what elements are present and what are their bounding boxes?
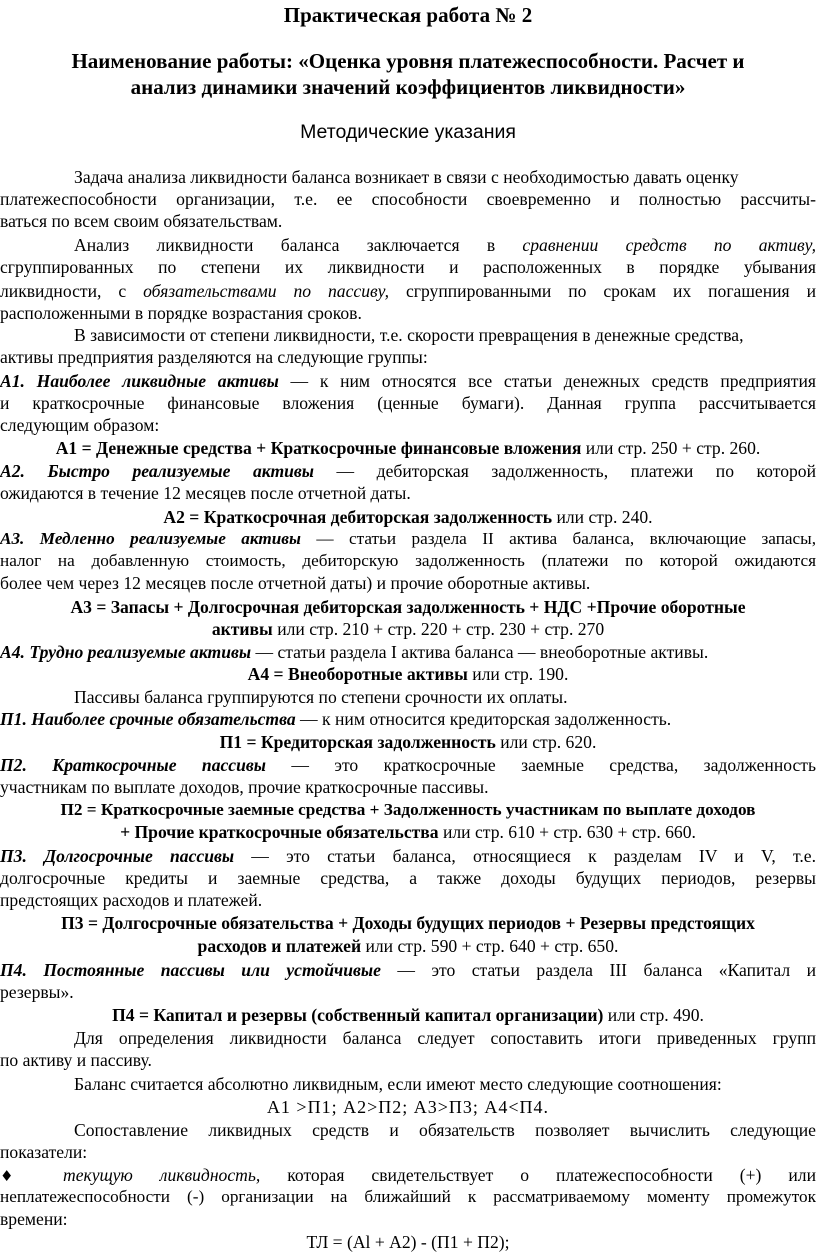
text-line: времени: <box>0 1209 68 1229</box>
text-line: неплатежеспособности (-) организации на ближайший к рассматриваемому моменту промежуток <box>0 1187 816 1206</box>
text-line: платежеспособности организации, т.е. ее способности своевременно и полностью рассчиты- <box>0 189 816 209</box>
formula-p4: П4 = Капитал и резервы (собственный капитал организации) или стр. 490. <box>112 1005 704 1025</box>
formula-a2: А2 = Краткосрочная дебиторская задолженность или стр. 240. <box>163 507 653 527</box>
section-title: Методические указания <box>300 121 516 143</box>
text-line: следующим образом: <box>0 415 160 435</box>
text-line: Анализ ликвидности баланса заключается в сравнении средств по активу, <box>74 235 816 255</box>
text-line: долгосрочные кредиты и заемные средства, а также доходы будущих периодов, резервы <box>0 868 816 888</box>
text-line: Для определения ликвидности баланса следует сопоставить итоги приведенных групп <box>74 1028 816 1048</box>
text-line: по активу и пассиву. <box>0 1050 152 1070</box>
text-line: Задача анализа ликвидности баланса возникает в связи с необходимостью давать оценку <box>74 167 739 187</box>
text-line: участникам по выплате доходов, прочие краткосрочные пассивы. <box>0 777 489 797</box>
formula-p2-line-1: П2 = Краткосрочные заемные средства + Задолженность участникам по выплате доходов <box>60 800 756 819</box>
text-line: А3. Медленно реализуемые активы — статьи раздела II актива баланса, включающие запасы, <box>0 529 816 548</box>
text-line: А1. Наиболее ликвидные активы — к ним относятся все статьи денежных средств предприятия <box>0 371 816 391</box>
formula-a3-line-1: А3 = Запасы + Долгосрочная дебиторская задолженность + НДС +Прочие оборотные <box>70 597 746 617</box>
formula-p3-line-2: расходов и платежей или стр. 590 + стр. 640 + стр. 650. <box>197 936 619 956</box>
formula-a4: А4 = Внеоборотные активы или стр. 190. <box>247 664 569 684</box>
text-line: более чем через 12 месяцев после отчетной даты) и прочие оборотные активы. <box>0 573 591 593</box>
work-title-line-2: анализ динамики значений коэффициентов ликвидности» <box>130 75 686 99</box>
work-title-line-1: Наименование работы: «Оценка уровня платежеспособности. Расчет и <box>71 49 745 73</box>
text-line: П3. Долгосрочные пассивы — это статьи баланса, относящиеся к разделам IV и V, т.е. <box>0 846 816 866</box>
text-line: А4. Трудно реализуемые активы — статьи раздела I актива баланса — внеоборотные активы. <box>0 642 709 662</box>
text-line: Сопоставление ликвидных средств и обязательств позволяет вычислить следующие <box>74 1120 816 1140</box>
text-line: показатели: <box>0 1142 88 1162</box>
formula-p2-line-2: + Прочие краткосрочные обязательства или стр. 610 + стр. 630 + стр. 660. <box>120 822 696 842</box>
text-line: П2. Краткосрочные пассивы — это краткосрочные заемные средства, задолженность <box>0 755 816 775</box>
formula-p3-line-1: П3 = Долгосрочные обязательства + Доходы будущих периодов + Резервы предстоящих <box>61 913 755 933</box>
current-liquidity-formula: ТЛ = (Al + А2) - (П1 + П2); <box>306 1232 510 1252</box>
text-line: резервы». <box>0 982 74 1002</box>
page-title: Практическая работа № 2 <box>283 3 533 27</box>
diamond-bullet-icon: ♦ <box>0 1167 37 1185</box>
text-line: ваться по всем своим обязательствам. <box>0 211 283 231</box>
formula-p1: П1 = Кредиторская задолженность или стр. 620. <box>219 732 597 752</box>
text-line: ожидаются в течение 12 месяцев после отчетной даты. <box>0 483 411 503</box>
text-line: налог на добавленную стоимость, дебиторскую задолженность (платежи по которой ожидаются <box>0 551 816 570</box>
text-line: активы предприятия разделяются на следующие группы: <box>0 347 428 367</box>
text-line: предстоящих расходов и платежей. <box>0 890 263 910</box>
text-line: П4. Постоянные пассивы или устойчивые — это статьи раздела III баланса «Капитал и <box>0 960 816 980</box>
text-line: ♦ текущую ликвидность, которая свидетельствует о платежеспособности (+) или <box>0 1165 816 1185</box>
text-line: А2. Быстро реализуемые активы — дебиторская задолженность, платежи по которой <box>0 461 816 481</box>
formula-a3-line-2: активы или стр. 210 + стр. 220 + стр. 230 + стр. 270 <box>211 619 605 639</box>
liquidity-conditions-formula: А1 >П1; А2>П2; А3>П3; А4<П4. <box>266 1097 550 1117</box>
text-line: сгруппированных по степени их ликвидности и расположенных в порядке убывания <box>0 257 816 277</box>
formula-a1: А1 = Денежные средства + Краткосрочные финансовые вложения или стр. 250 + стр. 260. <box>55 438 761 458</box>
text-line: ликвидности, с обязательствами по пассиву, сгруппированными по срокам их погашения и <box>0 281 816 301</box>
text-line: и краткосрочные финансовые вложения (ценные бумаги). Данная группа рассчитывается <box>0 393 816 413</box>
text-line: расположенными в порядке возрастания сроков. <box>0 303 362 323</box>
text-line: Баланс считается абсолютно ликвидным, если имеют место следующие соотношения: <box>74 1074 722 1094</box>
text-line: В зависимости от степени ликвидности, т.е. скорости превращения в денежные средства, <box>74 325 744 345</box>
text-line: Пассивы баланса группируются по степени срочности их оплаты. <box>74 687 568 707</box>
text-line: П1. Наиболее срочные обязательства — к ним относится кредиторская задолженность. <box>0 709 672 729</box>
